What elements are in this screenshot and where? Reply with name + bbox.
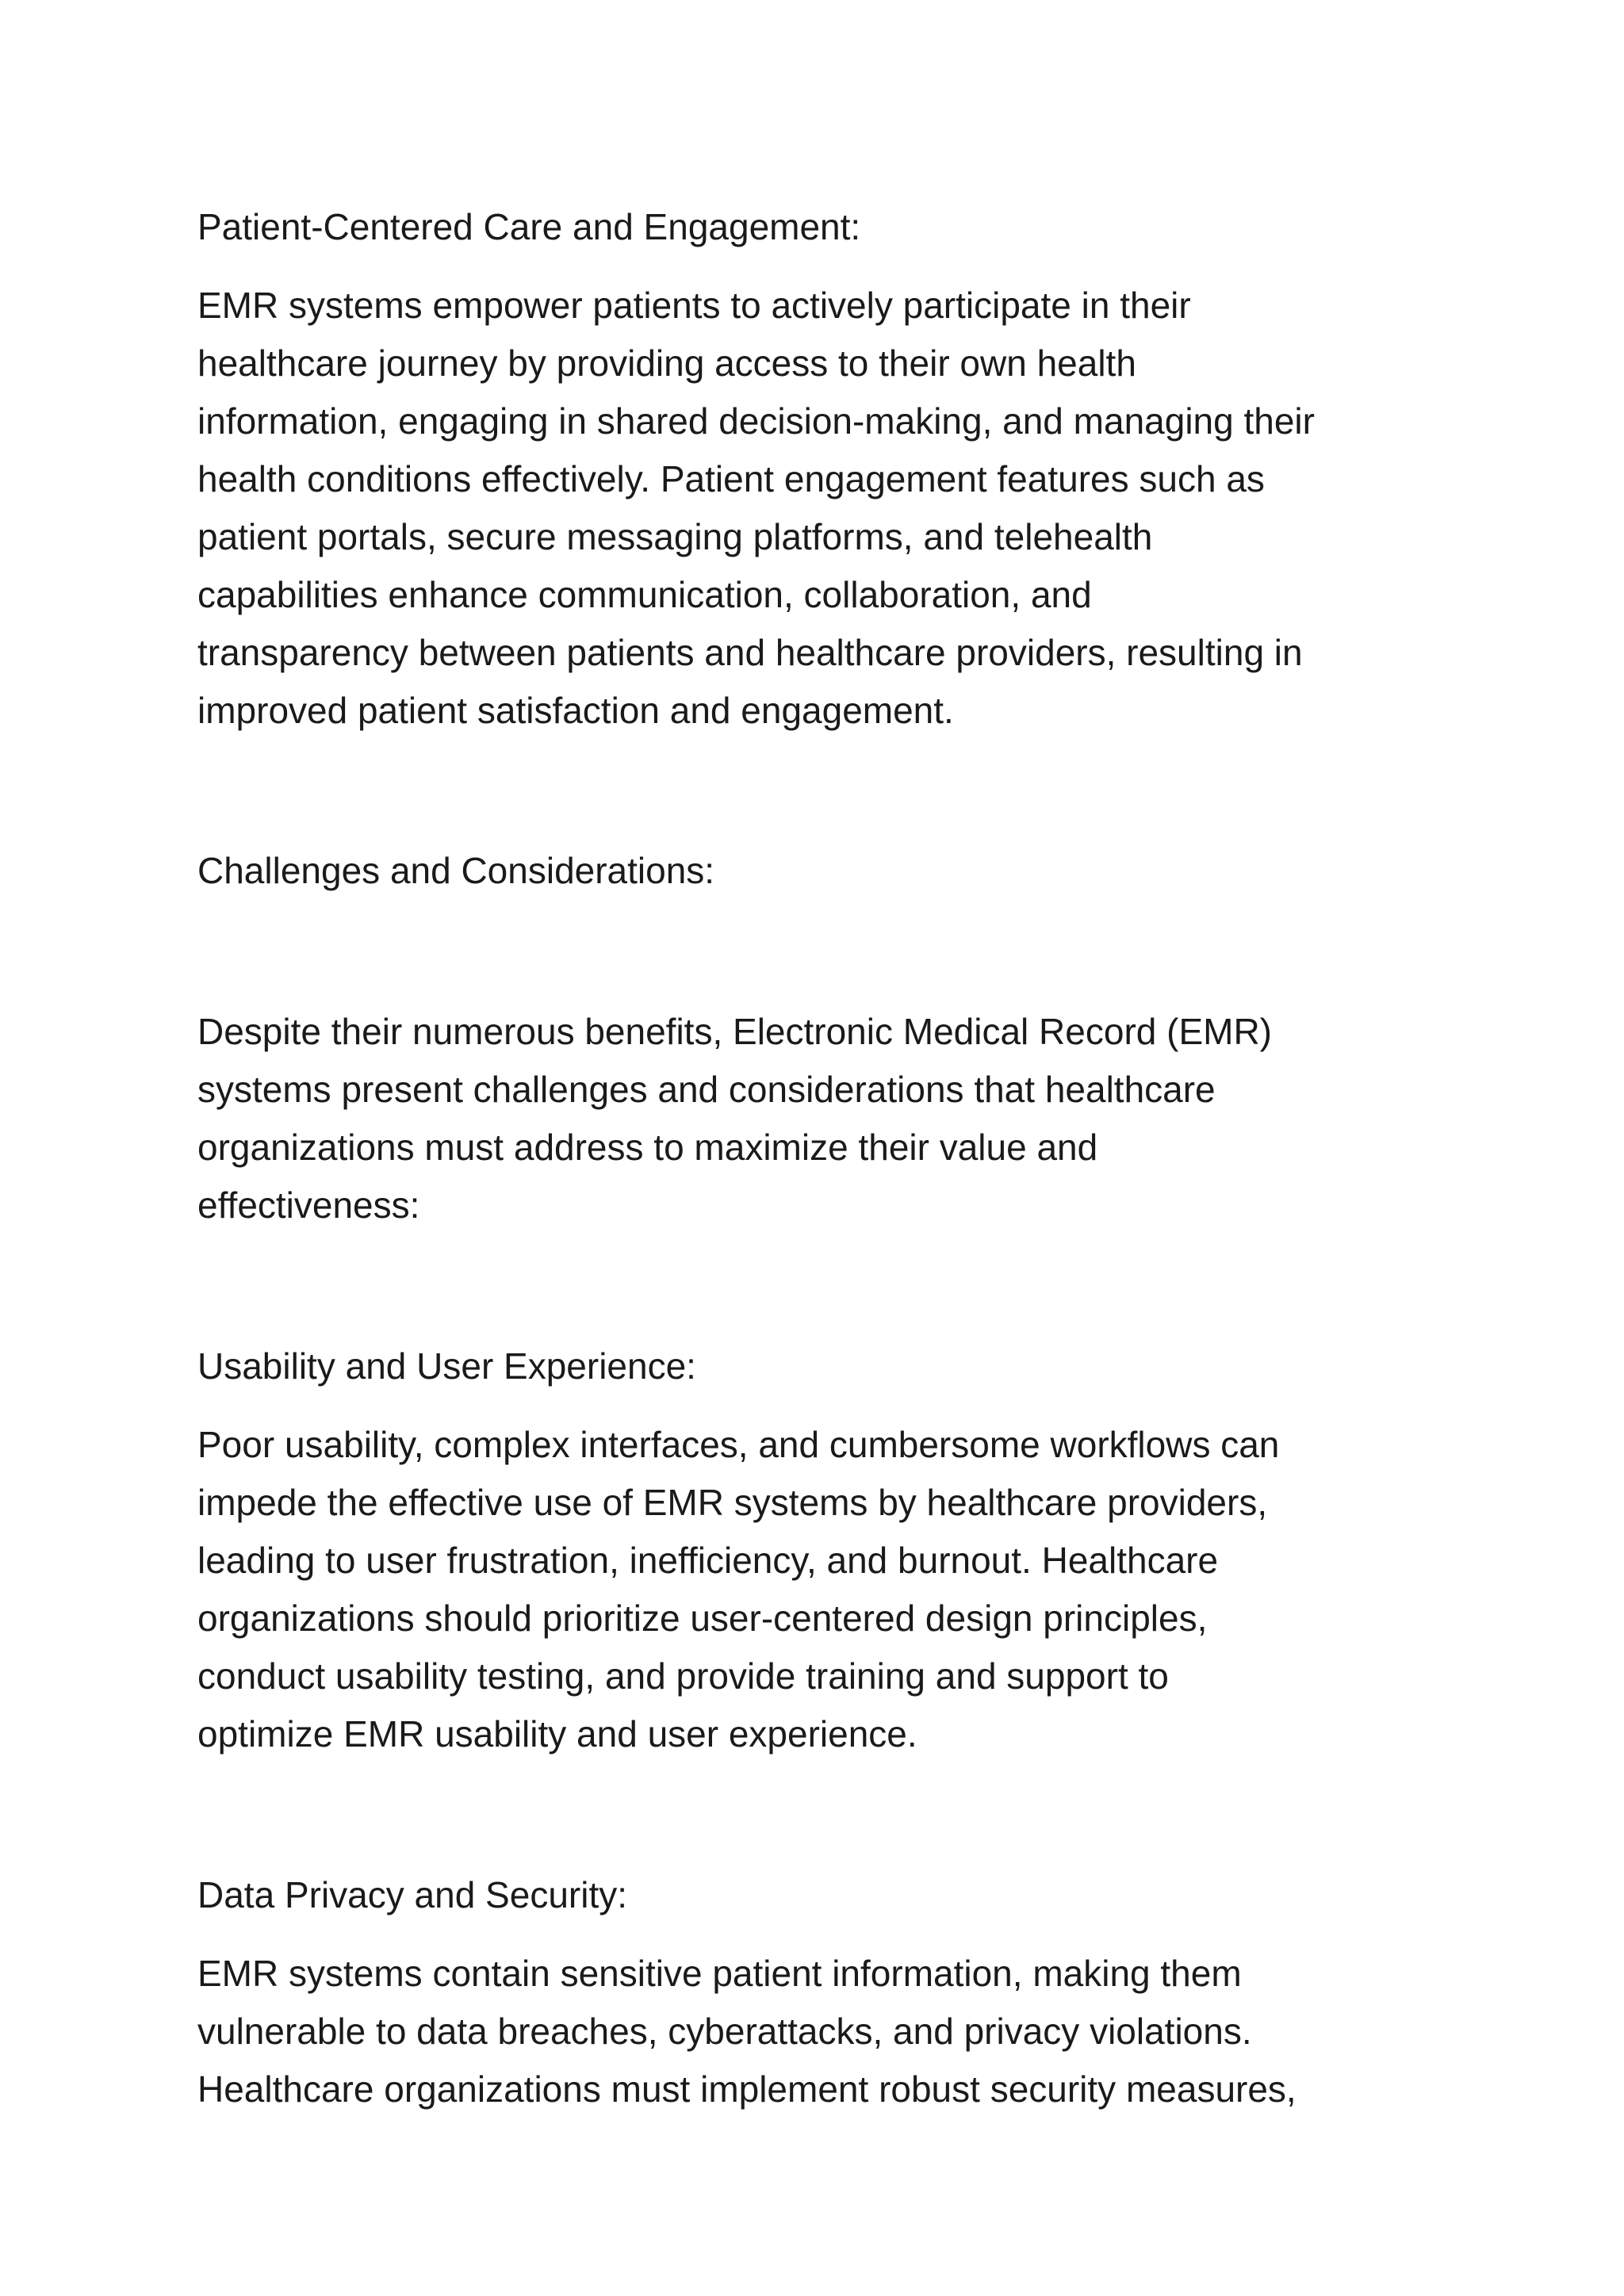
section-paragraph-patient-centered-care [197,277,1450,740]
paragraph-line: Despite their numerous benefits, Electronic Medical Record (EMR) [197,1011,1272,1052]
paragraph-line: patient portals, secure messaging platforms, and telehealth [197,516,1153,557]
paragraph-line: effectiveness: [197,1184,420,1226]
paragraph-line: optimize EMR usability and user experience. [197,1713,917,1755]
paragraph-line: leading to user frustration, inefficiency, and burnout. Healthcare [197,1540,1219,1581]
section-heading-patient-centered-care: Patient-Centered Care and Engagement: [197,206,861,247]
section-spacer [197,1234,1450,1337]
section-spacer [197,740,1450,842]
paragraph-line: organizations must address to maximize their value and [197,1127,1098,1168]
paragraph-line: conduct usability testing, and provide training and support to [197,1655,1169,1697]
paragraph-line: EMR systems empower patients to actively participate in their [197,285,1191,326]
paragraph-line: healthcare journey by providing access to their own health [197,342,1136,384]
paragraph-line: Poor usability, complex interfaces, and cumbersome workflows can [197,1424,1280,1465]
paragraph-line: EMR systems contain sensitive patient information, making them [197,1953,1242,1994]
document-content [197,198,1450,2118]
paragraph-line: capabilities enhance communication, collaboration, and [197,574,1092,615]
paragraph-line: improved patient satisfaction and engagement. [197,690,954,731]
section-heading-data-privacy: Data Privacy and Security: [197,1874,628,1915]
paragraph-line: impede the effective use of EMR systems by healthcare providers, [197,1482,1268,1523]
section-paragraph-data-privacy [197,1945,1450,2118]
section-heading-usability: Usability and User Experience: [197,1345,696,1387]
section-heading-challenges: Challenges and Considerations: [197,850,715,891]
paragraph-line: vulnerable to data breaches, cyberattacks, and privacy violations. [197,2011,1252,2052]
section-paragraph-usability [197,1416,1450,1763]
section-spacer [197,1763,1450,1866]
section-paragraph-challenges-intro [197,1003,1450,1234]
paragraph-line: systems present challenges and considerations that healthcare [197,1069,1216,1110]
paragraph-line: Healthcare organizations must implement robust security measures, [197,2068,1297,2110]
paragraph-line: transparency between patients and healthcare providers, resulting in [197,632,1303,673]
paragraph-line: information, engaging in shared decision-making, and managing their [197,400,1315,442]
section-spacer [197,900,1450,1003]
paragraph-line: organizations should prioritize user-centered design principles, [197,1598,1208,1639]
paragraph-line: health conditions effectively. Patient engagement features such as [197,458,1265,499]
